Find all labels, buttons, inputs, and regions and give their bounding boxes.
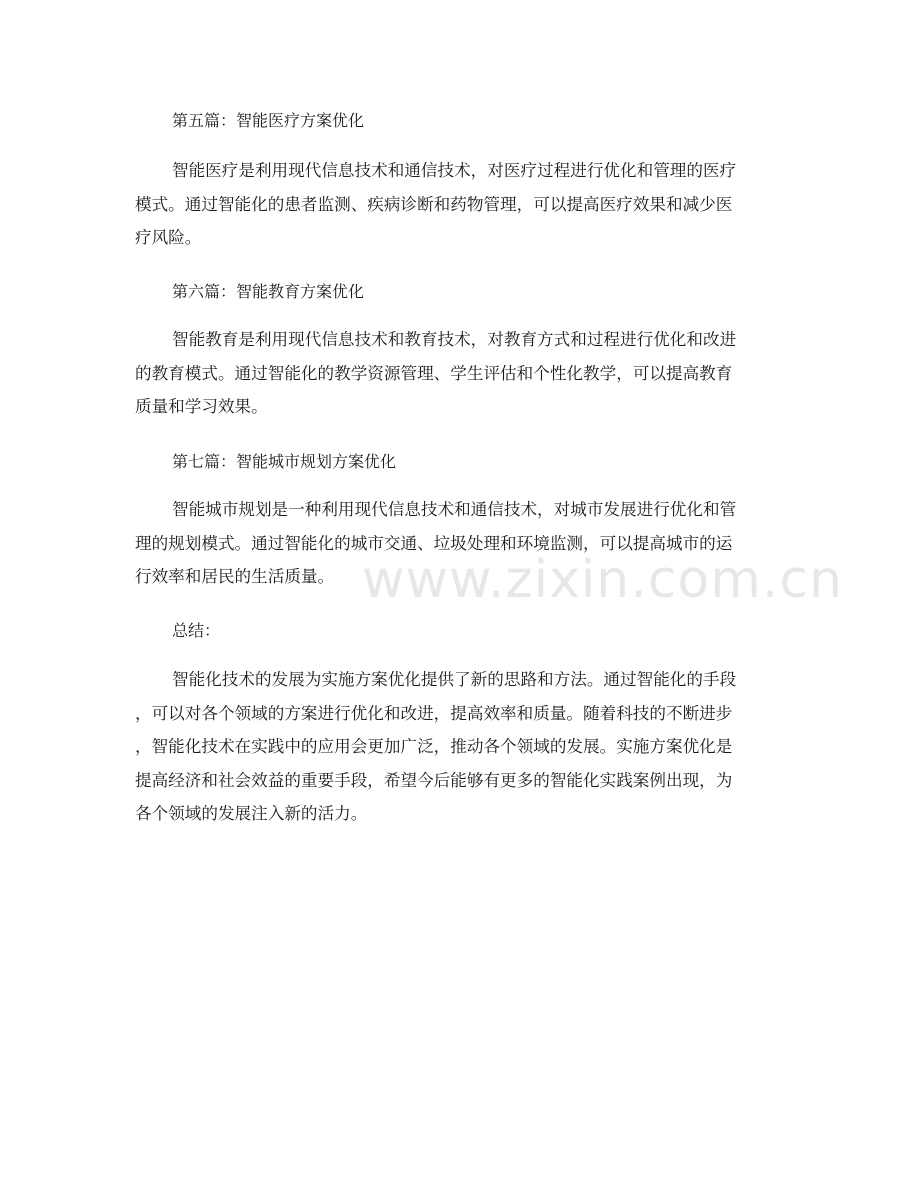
summary-paragraph <box>135 669 787 837</box>
paragraph-line: 模式。通过智能化的患者监测、疾病诊断和药物管理，可以提高医疗效果和减少医 <box>135 194 733 214</box>
paragraph-line: 智能城市规划是一种利用现代信息技术和通信技术，对城市发展进行优化和管 <box>172 500 737 519</box>
paragraph-line: 质量和学习效果。 <box>135 397 268 416</box>
section-paragraph-5 <box>135 160 787 261</box>
paragraph-line: 的教育模式。通过智能化的教学资源管理、学生评估和个性化教学，可以提高教育 <box>135 363 733 383</box>
paragraph-line: 提高经济和社会效益的重要手段，希望今后能够有更多的智能化实践案例出现，为 <box>135 770 733 790</box>
section-paragraph-6 <box>135 329 787 430</box>
summary-heading: 总结： <box>172 621 221 640</box>
section-heading-5: 第五篇：智能医疗方案优化 <box>172 111 365 130</box>
watermark: www.zixin.com.cn <box>362 550 843 610</box>
section-heading-6: 第六篇：智能教育方案优化 <box>172 282 365 301</box>
paragraph-line: 各个领域的发展注入新的活力。 <box>135 804 368 823</box>
paragraph-line: 智能化技术的发展为实施方案优化提供了新的思路和方法。通过智能化的手段 <box>172 670 737 689</box>
paragraph-line: 智能医疗是利用现代信息技术和通信技术，对医疗过程进行优化和管理的医疗 <box>172 161 737 180</box>
section-heading-7: 第七篇：智能城市规划方案优化 <box>172 452 397 471</box>
paragraph-line: ，智能化技术在实践中的应用会更加广泛，推动各个领域的发展。实施方案优化是 <box>135 737 733 756</box>
paragraph-line: 行效率和居民的生活质量。 <box>135 567 335 586</box>
paragraph-line: 疗风险。 <box>135 228 202 247</box>
paragraph-line: 理的规划模式。通过智能化的城市交通、垃圾处理和环境监测，可以提高城市的运 <box>135 533 733 553</box>
paragraph-line: ，可以对各个领域的方案进行优化和改进，提高效率和质量。随着科技的不断进步 <box>135 703 733 723</box>
paragraph-line: 智能教育是利用现代信息技术和教育技术，对教育方式和过程进行优化和改进 <box>172 330 737 349</box>
